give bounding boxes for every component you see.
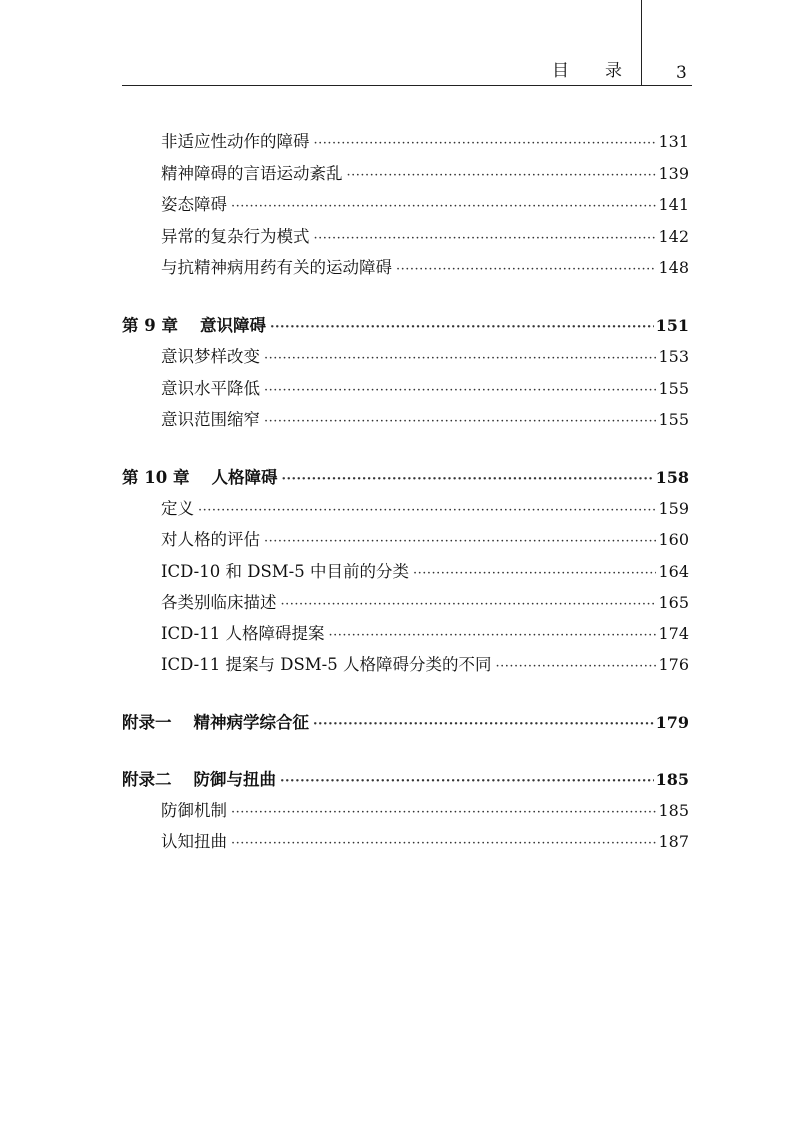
toc-entry-label: 定义 <box>161 499 194 518</box>
chapter-title: 防御与扭曲 <box>193 770 276 789</box>
toc-entry[interactable] <box>161 377 689 401</box>
dot-leader <box>280 768 654 794</box>
toc-chapter-page: 158 <box>655 468 689 487</box>
chapter-number: 第 10 章 <box>122 468 190 487</box>
toc-chapter-page: 179 <box>655 713 689 732</box>
toc-entry-page: 160 <box>658 530 689 549</box>
toc-entry[interactable] <box>161 408 689 432</box>
toc-entry-label: ICD-11 人格障碍提案 <box>161 624 325 643</box>
dot-leader <box>347 162 657 188</box>
dot-leader <box>413 560 656 586</box>
toc-chapter-page: 151 <box>655 316 689 335</box>
toc-entry-label: 意识水平降低 <box>161 379 260 398</box>
chapter-title: 人格障碍 <box>211 468 278 487</box>
toc-entry-page: 131 <box>658 132 689 151</box>
toc-entry-page: 155 <box>658 410 689 429</box>
toc-entry-page: 176 <box>658 655 689 674</box>
chapter-title: 精神病学综合征 <box>193 713 309 732</box>
toc-entry[interactable] <box>161 653 689 677</box>
running-header-title: 目录 <box>552 61 658 81</box>
toc-entry[interactable] <box>161 528 689 552</box>
toc-chapter[interactable] <box>122 466 689 490</box>
toc-entry-page: 165 <box>658 593 689 612</box>
toc-entry-label: 非适应性动作的障碍 <box>161 132 310 151</box>
toc-entry-page: 159 <box>658 499 689 518</box>
toc-chapter[interactable] <box>122 711 689 735</box>
toc-entry-page: 153 <box>658 347 689 366</box>
toc-entry-label: 异常的复杂行为模式 <box>161 227 310 246</box>
toc-entry-page: 148 <box>658 258 689 277</box>
dot-leader <box>314 130 657 156</box>
toc-entry[interactable] <box>161 225 689 249</box>
toc-entry-label: 对人格的评估 <box>161 530 260 549</box>
toc-entry[interactable] <box>161 830 689 854</box>
dot-leader <box>313 711 654 737</box>
dot-leader <box>198 497 656 523</box>
toc-entry[interactable] <box>161 193 689 217</box>
toc-entry-label: 意识梦样改变 <box>161 347 260 366</box>
toc-entry-label: 精神障碍的言语运动紊乱 <box>161 164 343 183</box>
toc-entry-label: 防御机制 <box>161 801 227 820</box>
page-number: 3 <box>676 63 687 83</box>
toc-entry[interactable] <box>161 256 689 280</box>
dot-leader <box>495 653 656 679</box>
toc-entry-page: 174 <box>658 624 689 643</box>
dot-leader <box>264 345 656 371</box>
chapter-number: 附录一 <box>122 713 172 732</box>
dot-leader <box>314 225 657 251</box>
toc-entry[interactable] <box>161 622 689 646</box>
toc-entry-page: 155 <box>658 379 689 398</box>
chapter-number: 附录二 <box>122 770 172 789</box>
chapter-title: 意识障碍 <box>199 316 266 335</box>
dot-leader <box>329 622 657 648</box>
toc-entry-label: 姿态障碍 <box>161 195 227 214</box>
toc-entry-page: 185 <box>658 801 689 820</box>
dot-leader <box>281 591 657 617</box>
toc-chapter-page: 185 <box>655 770 689 789</box>
dot-leader <box>281 466 653 492</box>
toc-entry[interactable] <box>161 162 689 186</box>
toc-chapter[interactable] <box>122 314 689 338</box>
toc-entry[interactable] <box>161 591 689 615</box>
chapter-number: 第 9 章 <box>122 316 178 335</box>
dot-leader <box>231 799 656 825</box>
toc-entry-page: 187 <box>658 832 689 851</box>
toc-entry-label: ICD-11 提案与 DSM-5 人格障碍分类的不同 <box>161 655 492 674</box>
toc-entry-label: ICD-10 和 DSM-5 中目前的分类 <box>161 562 409 581</box>
toc-entry[interactable] <box>161 497 689 521</box>
toc-entry[interactable] <box>161 345 689 369</box>
toc-entry-page: 164 <box>658 562 689 581</box>
dot-leader <box>264 408 656 434</box>
dot-leader <box>396 256 656 282</box>
toc-entry-label: 意识范围缩窄 <box>161 410 260 429</box>
toc-entry[interactable] <box>161 130 689 154</box>
dot-leader <box>231 830 656 856</box>
toc-entry-label: 认知扭曲 <box>161 832 227 851</box>
toc-entry[interactable] <box>161 799 689 823</box>
dot-leader <box>264 377 656 403</box>
dot-leader <box>264 528 656 554</box>
dot-leader <box>231 193 656 219</box>
toc-entry-label: 各类别临床描述 <box>161 593 277 612</box>
toc-entry-label: 与抗精神病用药有关的运动障碍 <box>161 258 392 277</box>
toc-entry-page: 142 <box>658 227 689 246</box>
dot-leader <box>270 314 654 340</box>
toc-entry-page: 141 <box>658 195 689 214</box>
toc-chapter[interactable] <box>122 768 689 792</box>
toc-entry[interactable] <box>161 560 689 584</box>
toc-entry-page: 139 <box>658 164 689 183</box>
